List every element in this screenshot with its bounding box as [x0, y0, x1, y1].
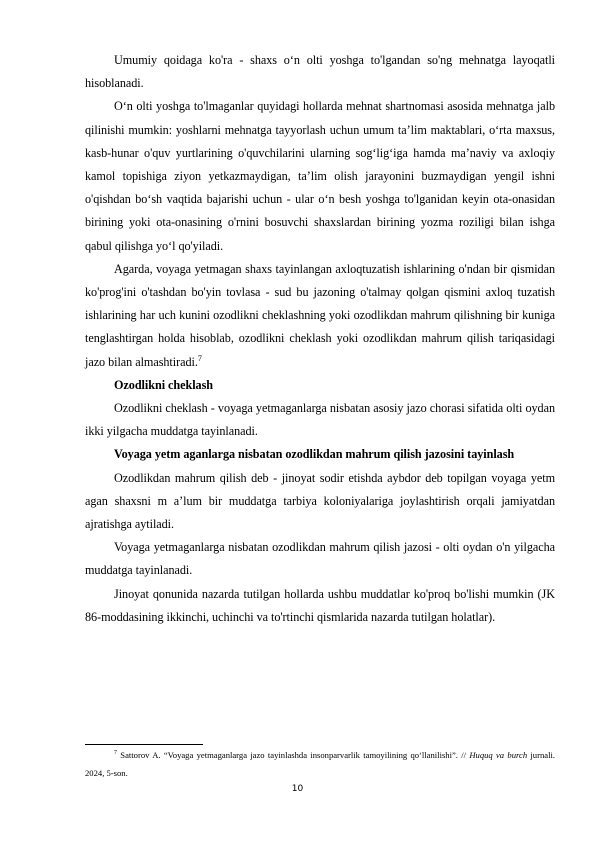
page-number: 10 [291, 784, 304, 794]
footnote-reference: 7 [197, 353, 202, 363]
footnote [85, 747, 555, 782]
heading-restriction-of-liberty: Ozodlikni cheklash [114, 377, 213, 392]
document-body [85, 49, 555, 629]
paragraph-longer-terms: Jinoyat qonunida nazarda tutilgan hollarda ushbu muddatlar ko'proq bo'lishi mumkin (JK 86-moddasining ikkinchi, uchinchi va to'rtinchi qismlarida nazarda tutilgan holatlar). [85, 586, 555, 624]
heading-deprivation-of-liberty: Voyaga yetm aganlarga nisbatan ozodlikdan mahrum qilish jazosini tayinlash [114, 447, 515, 462]
paragraph-restriction-term: Ozodlikni cheklash - voyaga yetmaganlarga nisbatan asosiy jazo chorasi sifatida olti oydan ikki yilgacha muddatga tayinlanadi. [85, 401, 555, 439]
paragraph-correctional-work [85, 258, 555, 374]
footnote-source-title: Huquq va burch [469, 750, 528, 760]
paragraph-deprivation-definition: Ozodlikdan mahrum qilish deb - jinoyat sodir etishda aybdor deb topilgan voyaga yetm agan shaxsni m a’lum bir muddatga tarbiya koloniyalariga joylashtirish orqali jamiyatdan ajratishga aytiladi. [85, 470, 555, 532]
footnote-number: 7 [114, 750, 117, 756]
paragraph-correctional-work-text: Agarda, voyaga yetmagan shaxs tayinlangan axloqtuzatish ishlarining o'ndan bir qismidan ko'prog'ini o'tashdan bo'yin tovlasa - sud bu jazoning o'talmay qolgan qismini axloq tuzatish ishlarining har uch kunini ozodlikni cheklashning yoki ozodlikdan mahrum qilishning bir kuniga tenglashtirgan holda hisoblab, ozodlikni cheklash yoki ozodlikdan mahrum qilish tariqasidagi jazo bilan almashtiradi. [85, 261, 555, 369]
paragraph-under-sixteen: O‘n olti yoshga to'lmaganlar quyidagi hollarda mehnat shartnomasi asosida mehnatga jalb qilinishi mumkin: yoshlarni mehnatga tayyorlash uchun umum ta’lim maktablari, o‘rta maxsus, kasb-hunar o'quv yurtlarining o'quvchilarini ularning sog‘lig‘iga hamda ma’naviy va axloqiy kamol topishiga ziyon yetkazmaydigan, ta’lim olish jarayonini buzmaydigan yengil ishni o'qishdan bo‘sh vaqtida bajarishi uchun - ular o‘n besh yoshga to'lganidan keyin ota-onasidan birining yoki ota-onasining o'rnini bosuvchi shaxslardan birining yozma roziligi bilan ishga qabul qilishga yo‘l qo'yiladi. [85, 99, 555, 253]
paragraph-deprivation-term: Voyaga yetmaganlarga nisbatan ozodlikdan mahrum qilish jazosi - olti oydan o'n yilgacha muddatga tayinlanadi. [85, 540, 555, 578]
footnote-text: Sattorov A. “Voyaga yetmaganlarga jazo tayinlashda insonparvarlik tamoyilining qo‘llanilishi”. // [117, 750, 470, 760]
paragraph-labor-age: Umumiy qoidaga ko'ra - shaxs o‘n olti yoshga to'lgandan so'ng mehnatga layoqatli hisoblanadi. [85, 53, 555, 91]
footnote-separator [85, 744, 203, 745]
footnote-tail: jurnali. 2024, 5-son. [85, 750, 555, 778]
